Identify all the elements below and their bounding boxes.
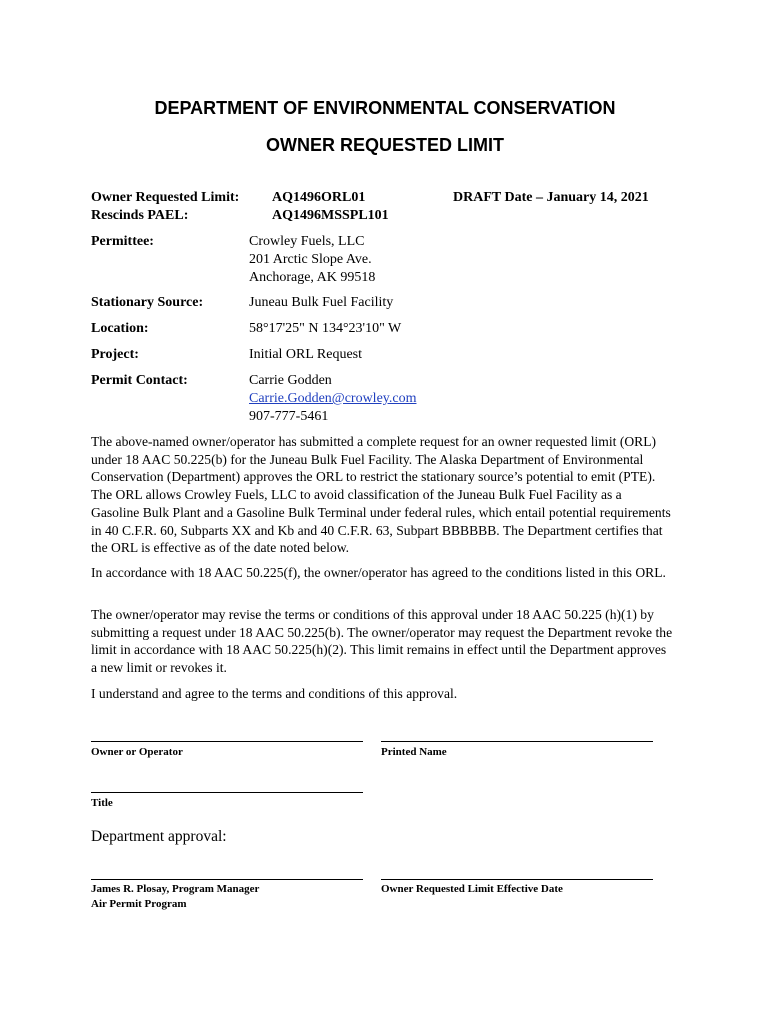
printed-name-line	[381, 741, 653, 742]
permittee-address-line1: 201 Arctic Slope Ave.	[249, 252, 372, 267]
paragraph-agreement: I understand and agree to the terms and conditions of this approval.	[91, 686, 458, 701]
stationary-source-value: Juneau Bulk Fuel Facility	[249, 295, 394, 310]
orl-label: Owner Requested Limit:	[91, 190, 240, 205]
paragraph-revisions: The owner/operator may revise the terms or conditions of this approval under 18 AAC 50.225 (h)(1) by submitting a request under 18 AAC 50.225(b). The owner/operator may request the Department revoke the limit in accordance with 18 AAC 50.225(h)(2). This limit remains in effect until the Department approves a new limit or revokes it.	[91, 607, 673, 676]
paragraph-approval: The above-named owner/operator has submitted a complete request for an owner requested limit (ORL) under 18 AAC 50.225(b) for the Juneau Bulk Fuel Facility. The Alaska Department of Environmental Conservation (Department) approves the ORL to restrict the stationary source’s potential to emit (PTE). The ORL allows Crowley Fuels, LLC to avoid classification of the Juneau Bulk Fuel Facility as a Gasoline Bulk Plant and a Gasoline Bulk Terminal under federal rules, which entail potential requirements in 40 C.F.R. 60, Subparts XX and Kb and 40 C.F.R. 63, Subpart BBBBBB. The Department certifies that the ORL is effective as of the date noted below.	[91, 434, 671, 556]
owner-signature-line	[91, 741, 363, 742]
permittee-label: Permittee:	[91, 234, 154, 249]
permittee-name: Crowley Fuels, LLC	[249, 234, 365, 249]
document-subtitle: OWNER REQUESTED LIMIT	[266, 135, 504, 155]
draft-date: DRAFT Date – January 14, 2021	[453, 190, 649, 205]
rescinds-label: Rescinds PAEL:	[91, 208, 189, 223]
printed-name-label: Printed Name	[381, 746, 447, 758]
paragraph-conditions: In accordance with 18 AAC 50.225(f), the owner/operator has agreed to the conditions listed in this ORL.	[91, 565, 666, 580]
rescinds-value: AQ1496MSSPL101	[272, 208, 389, 223]
contact-name: Carrie Godden	[249, 373, 332, 388]
stationary-source-label: Stationary Source:	[91, 295, 204, 310]
title-signature-line	[91, 792, 363, 793]
location-value: 58°17'25" N 134°23'10" W	[249, 321, 402, 336]
effective-date-label: Owner Requested Limit Effective Date	[381, 883, 563, 895]
contact-email-link[interactable]: Carrie.Godden@crowley.com	[249, 391, 417, 406]
permit-contact-label: Permit Contact:	[91, 373, 188, 388]
orl-value: AQ1496ORL01	[272, 190, 366, 205]
department-approval-heading: Department approval:	[91, 828, 227, 845]
project-label: Project:	[91, 347, 139, 362]
document-title: DEPARTMENT OF ENVIRONMENTAL CONSERVATION	[154, 98, 616, 118]
location-label: Location:	[91, 321, 149, 336]
program-manager-label: James R. Plosay, Program Manager	[91, 883, 260, 895]
owner-operator-label: Owner or Operator	[91, 746, 183, 758]
manager-signature-line	[91, 879, 363, 880]
project-value: Initial ORL Request	[249, 347, 363, 362]
effective-date-line	[381, 879, 653, 880]
title-label: Title	[91, 797, 113, 809]
permittee-address-line2: Anchorage, AK 99518	[249, 270, 376, 285]
air-permit-program-label: Air Permit Program	[91, 898, 187, 910]
contact-phone: 907-777-5461	[249, 409, 329, 424]
